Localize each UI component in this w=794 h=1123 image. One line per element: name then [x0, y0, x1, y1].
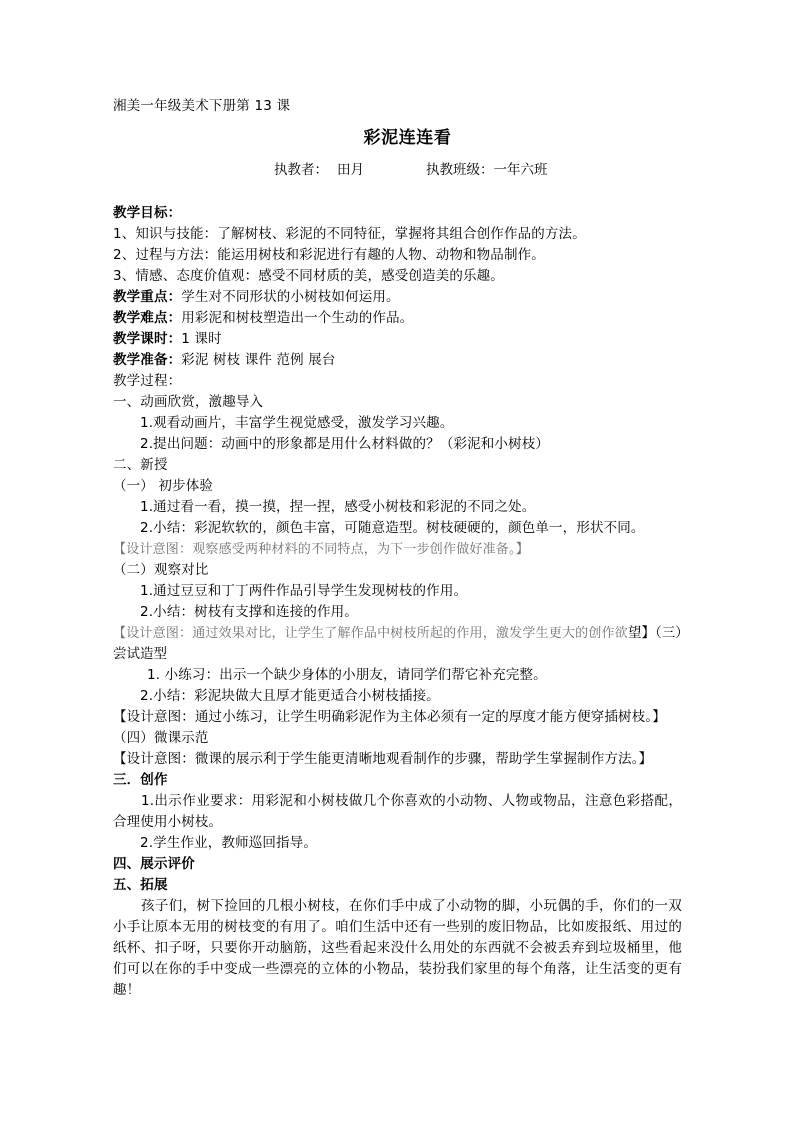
section-2-heading: 二、新授 — [113, 457, 168, 473]
teaching-preparation — [113, 350, 682, 371]
section-1-heading: 一、动画欣赏，激趣导入 — [113, 394, 264, 410]
teaching-hours-label: 教学课时： — [113, 331, 182, 347]
section-4-heading: 四、展示评价 — [113, 856, 195, 872]
teacher-name: 田月 — [337, 162, 364, 178]
teaching-hours — [113, 329, 682, 350]
teacher-label: 执教者： — [274, 162, 328, 178]
teaching-focus — [113, 287, 682, 308]
design-intent-note: 【设计意图：通过效果对比，让学生了解作品中树枝所起的作用，激发学生更大的创作欲 — [113, 626, 628, 641]
section-3-item: 1.出示作业要求：用彩泥和小树枝做几个你喜欢的小动物、人物或物品，注意色彩搭配，合理使用小树枝。 — [113, 793, 682, 830]
section-2-sub-2-item: 1.通过豆豆和丁丁两件作品引导学生发现树枝的作用。 — [140, 583, 468, 599]
section-2-sub-3-item: 2.小结：彩泥块做大且厚才能更适合小树枝插接。 — [140, 688, 440, 704]
teaching-hours-text: 1 课时 — [181, 331, 222, 347]
design-intent-note-with-heading — [113, 623, 682, 665]
design-intent-note-tail: 望】 — [627, 625, 655, 641]
class-label: 执教班级： — [426, 162, 494, 178]
teaching-difficulty-label: 教学难点： — [113, 310, 182, 326]
byline — [113, 160, 682, 181]
section-1-item: 1.观看动画片，丰富学生视觉感受，激发学习兴趣。 — [140, 415, 454, 431]
section-5-paragraph: 孩子们，树下捡回的几根小树枝，在你们手中成了小动物的脚，小玩偶的手，你们的一双小手让原本无用的树枝变的有用了。咱们生活中还有一些别的废旧物品，比如废报纸、用过的纸杯、扣子呀，只要你开动脑筋，这些看起来没什么用处的东西就不会被丢弃到垃圾桶里，他们可以在你的手中变成一些漂亮的立体的小物品，装扮我们家里的每个角落，让生活变的更有趣！ — [113, 898, 682, 998]
design-intent-note: 【设计意图：通过小练习，让学生明确彩泥作为主体必须有一定的厚度才能方便穿插树枝。】 — [113, 709, 666, 725]
teaching-focus-text: 学生对不同形状的小树枝如何运用。 — [181, 289, 400, 305]
objectives-heading: 教学目标： — [113, 205, 182, 221]
objective-item: 1、知识与技能：了解树枝、彩泥的不同特征，掌握将其组合创作作品的方法。 — [113, 226, 586, 242]
teaching-process-label: 教学过程： — [113, 373, 182, 389]
course-subtitle: 湘美一年级美术下册第 13 课 — [113, 98, 291, 114]
teaching-focus-label: 教学重点： — [113, 289, 182, 305]
objective-item: 3、情感、态度价值观：感受不同材质的美，感受创造美的乐趣。 — [113, 268, 504, 284]
teaching-preparation-text: 彩泥 树枝 课件 范例 展台 — [181, 352, 336, 368]
objective-item: 2、过程与方法：能运用树枝和彩泥进行有趣的人物、动物和物品制作。 — [113, 247, 545, 263]
teaching-difficulty-text: 用彩泥和树枝塑造出一个生动的作品。 — [181, 310, 414, 326]
section-2-sub-1-item: 2.小结：彩泥软软的，颜色丰富，可随意造型。树枝硬硬的，颜色单一，形状不同。 — [140, 520, 645, 536]
section-2-sub-4-heading: （四）微课示范 — [113, 730, 209, 746]
section-2-sub-1-item: 1.通过看一看，摸一摸，捏一捏，感受小树枝和彩泥的不同之处。 — [140, 499, 536, 515]
section-2-sub-3-heading: （三）尝试造型 — [113, 625, 683, 662]
teaching-difficulty — [113, 308, 682, 329]
design-intent-note: 【设计意图：观察感受两种材料的不同特点，为下一步创作做好准备。】 — [113, 542, 529, 557]
section-2-sub-3-item: 1. 小练习：出示一个缺少身体的小朋友，请同学们帮它补充完整。 — [147, 667, 547, 683]
teaching-preparation-label: 教学准备： — [113, 352, 182, 368]
section-1-item: 2.提出问题：动画中的形象都是用什么材料做的？（彩泥和小树枝） — [140, 436, 550, 452]
design-intent-note: 【设计意图：微课的展示利于学生能更清晰地观看制作的步骤，帮助学生掌握制作方法。】 — [113, 751, 653, 767]
class-name: 一年六班 — [493, 162, 548, 178]
section-3-item: 2.学生作业，教师巡回指导。 — [140, 835, 317, 851]
section-2-sub-2-item: 2.小结：树枝有支撑和连接的作用。 — [140, 604, 358, 620]
section-2-sub-1-heading: （一） 初步体验 — [113, 478, 213, 494]
page-title: 彩泥连连看 — [363, 128, 452, 148]
section-3-heading: 三．创作 — [113, 772, 168, 788]
section-2-sub-2-heading: （二）观察对比 — [113, 562, 209, 578]
section-5-heading: 五、拓展 — [113, 877, 168, 893]
